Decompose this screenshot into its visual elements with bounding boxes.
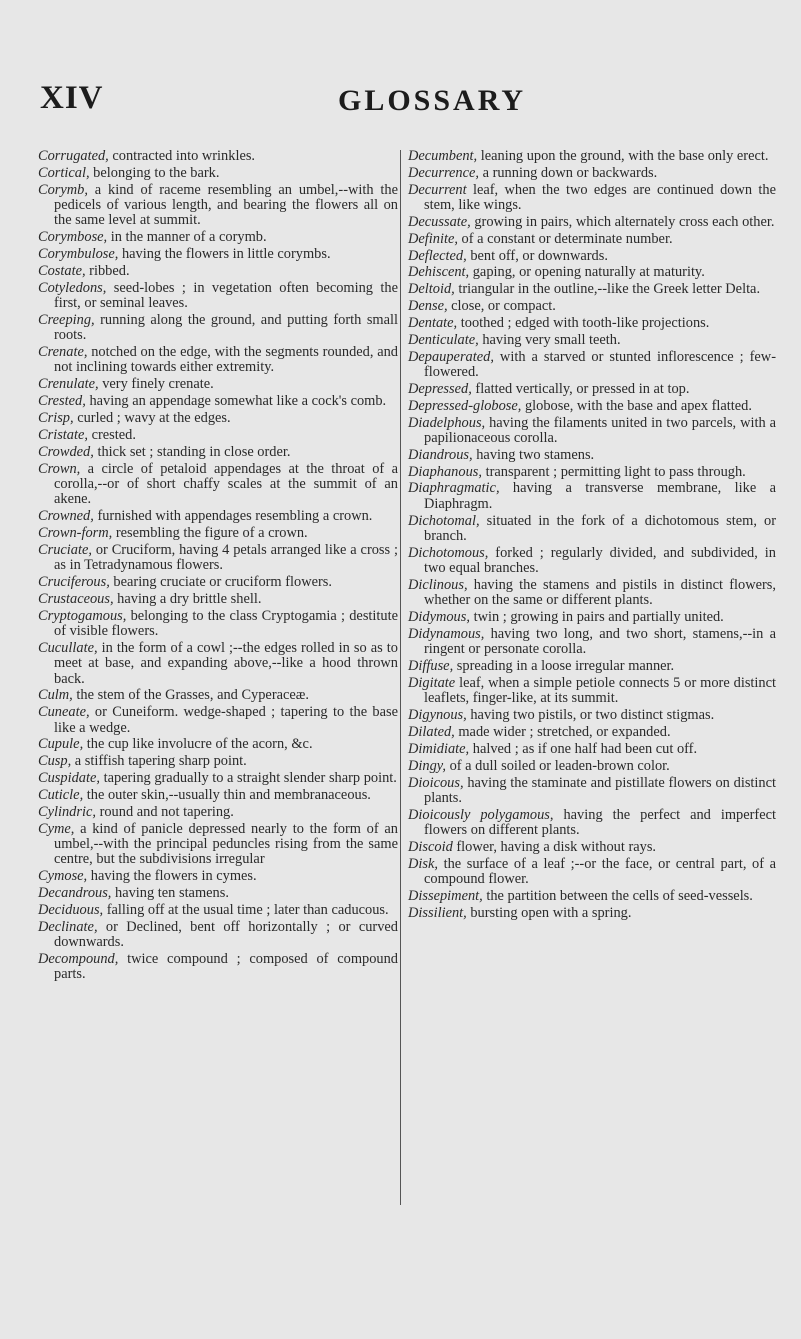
page-header (0, 0, 801, 130)
glossary-entry (408, 627, 776, 658)
glossary-term: Deltoid, (408, 281, 455, 298)
glossary-entry (38, 149, 398, 164)
glossary-term: Creeping, (38, 311, 95, 328)
glossary-entry (408, 232, 776, 247)
glossary-entry (38, 345, 398, 376)
glossary-term: Depressed, (408, 380, 472, 397)
glossary-term: Dioicously polygamous, (408, 806, 554, 823)
glossary-definition: having the flowers in cymes. (87, 868, 257, 885)
glossary-term: Didymous, (408, 609, 470, 626)
glossary-term: Diandrous, (408, 446, 473, 463)
glossary-entry (408, 889, 776, 904)
glossary-term: Deciduous, (38, 901, 104, 918)
glossary-term: Crisp, (38, 410, 74, 426)
glossary-term: Dichotomal, (408, 512, 480, 529)
glossary-definition: having the flowers in little corymbs. (118, 246, 331, 263)
glossary-entry (38, 609, 398, 640)
glossary-term: Costate, (38, 262, 86, 279)
glossary-entry (38, 788, 398, 803)
glossary-entry (408, 514, 776, 545)
glossary-entry (408, 316, 776, 331)
glossary-term: Crested, (38, 393, 86, 410)
glossary-definition: with a starved or stunted inflorescence ; few-flowered. (424, 348, 776, 380)
glossary-term: Digynous, (408, 707, 467, 724)
glossary-term: Crown-form, (38, 524, 113, 541)
glossary-entry (38, 886, 398, 901)
glossary-definition: in the manner of a corymb. (107, 229, 267, 246)
glossary-term: Corymbose, (38, 229, 108, 246)
column-divider (400, 150, 401, 1205)
glossary-definition: having a dry brittle shell. (113, 590, 262, 607)
glossary-definition: having two long, and two short, stamens,--in a ringent or personate corolla. (424, 625, 776, 658)
glossary-entry (408, 149, 776, 164)
glossary-term: Discoid (408, 838, 453, 855)
glossary-entry (38, 509, 398, 524)
glossary-definition: close, or compact. (447, 298, 556, 315)
glossary-definition: leaf, when the two edges are continued down the stem, like wings. (424, 181, 776, 214)
glossary-entry (408, 676, 776, 707)
glossary-definition: thick set ; standing in close order. (93, 443, 291, 460)
glossary-definition: gaping, or opening naturally at maturity. (469, 264, 705, 281)
glossary-definition: running along the ground, and putting forth small roots. (54, 311, 398, 344)
glossary-entry (408, 465, 776, 480)
glossary-entry (408, 382, 776, 397)
glossary-definition: spreading in a loose irregular manner. (453, 658, 675, 675)
glossary-definition: very finely crenate. (98, 376, 214, 393)
glossary-definition: growing in pairs, which alternately cross each other. (470, 213, 775, 230)
glossary-term: Cruciferous, (38, 573, 110, 590)
glossary-entry (38, 754, 398, 769)
glossary-definition: globose, with the base and apex flatted. (521, 397, 752, 414)
glossary-definition: or Declined, bent off horizontally ; or curved downwards. (54, 918, 398, 950)
glossary-definition: belonging to the class Cryptogamia ; destitute of visible flowers. (54, 607, 398, 639)
glossary-entry (408, 166, 776, 181)
glossary-term: Didynamous, (408, 625, 485, 642)
glossary-definition: bent off, or downwards. (466, 247, 608, 264)
glossary-entry (408, 906, 776, 921)
glossary-entry (38, 394, 398, 409)
glossary-definition: having a transverse membrane, like a Diaphragm. (424, 480, 776, 512)
glossary-term: Corymbulose, (38, 246, 119, 263)
glossary-term: Digitate (408, 675, 456, 691)
glossary-entry (408, 840, 776, 855)
glossary-entry (408, 399, 776, 414)
glossary-entry (38, 247, 398, 262)
glossary-definition: leaning upon the ground, with the base only erect. (477, 148, 769, 164)
glossary-entry (38, 526, 398, 541)
glossary-definition: tapering gradually to a straight slender sharp point. (99, 770, 397, 787)
glossary-entry (408, 249, 776, 264)
glossary-entry (38, 281, 398, 312)
glossary-definition: a stiffish tapering sharp point. (71, 753, 247, 770)
glossary-entry (408, 808, 776, 839)
glossary-column-right (408, 149, 776, 923)
glossary-term: Cruciate, (38, 541, 92, 558)
glossary-definition: the partition between the cells of seed-vessels. (482, 887, 753, 904)
glossary-entry (408, 610, 776, 625)
glossary-entry (38, 952, 398, 983)
glossary-entry (408, 776, 776, 807)
glossary-entry (38, 575, 398, 590)
glossary-entry (38, 822, 398, 868)
glossary-definition: triangular in the outline,--like the Greek letter Delta. (454, 281, 761, 298)
glossary-term: Decurrence, (408, 164, 479, 181)
glossary-definition: flower, having a disk without rays. (452, 838, 657, 855)
glossary-definition: a running down or backwards. (478, 164, 658, 181)
glossary-entry (38, 920, 398, 951)
glossary-definition: of a dull soiled or leaden-brown color. (445, 757, 670, 774)
glossary-definition: having the filaments united in two parcels, with a papilionaceous corolla. (424, 414, 776, 446)
glossary-term: Cyme, (38, 820, 75, 837)
glossary-entry (38, 869, 398, 884)
glossary-term: Cryptogamous, (38, 607, 127, 624)
glossary-definition: furnished with appendages resembling a crown. (93, 508, 373, 525)
glossary-definition: having the staminate and pistillate flowers on distinct plants. (424, 774, 776, 806)
glossary-term: Diaphanous, (408, 463, 482, 480)
running-head: GLOSSARY (338, 84, 526, 117)
glossary-entry (408, 725, 776, 740)
glossary-term: Cylindric, (38, 803, 96, 820)
glossary-term: Disk, (408, 855, 438, 872)
glossary-definition: bearing cruciate or cruciform flowers. (109, 573, 332, 590)
glossary-term: Cotyledons, (38, 279, 107, 296)
glossary-definition: the surface of a leaf ;--or the face, or central part, of a compound flower. (424, 855, 776, 888)
glossary-term: Cortical, (38, 164, 90, 181)
glossary-entry (408, 183, 776, 214)
glossary-entry (408, 265, 776, 280)
glossary-term: Dingy, (408, 757, 446, 774)
glossary-definition: of a constant or determinate number. (457, 230, 673, 247)
glossary-definition: round and not tapering. (95, 803, 234, 820)
glossary-definition: or Cuneiform. wedge-shaped ; tapering to the base like a wedge. (54, 704, 398, 736)
glossary-definition: having the stamens and pistils in distinct flowers, whether on the same or different plants. (424, 576, 776, 609)
glossary-definition: having ten stamens. (111, 884, 229, 901)
glossary-entry (408, 299, 776, 314)
glossary-definition: toothed ; edged with tooth-like projections. (457, 314, 710, 331)
glossary-term: Dioicous, (408, 774, 464, 791)
glossary-term: Crown, (38, 460, 81, 477)
glossary-definition: leaf, when a simple petiole connects 5 or more distinct leaflets, finger-like, at its summit. (424, 675, 776, 707)
glossary-term: Diffuse, (408, 658, 454, 675)
glossary-definition: seed-lobes ; in vegetation often becoming the first, or seminal leaves. (54, 279, 398, 312)
glossary-definition: twice compound ; composed of compound parts. (54, 950, 398, 983)
glossary-entry (38, 737, 398, 752)
glossary-definition: the cup like involucre of the acorn, &c. (83, 736, 313, 753)
glossary-entry (38, 641, 398, 687)
glossary-term: Diaphragmatic, (408, 480, 500, 497)
glossary-entry (408, 350, 776, 381)
glossary-term: Declinate, (38, 918, 98, 935)
glossary-definition: notched on the edge, with the segments rounded, and not inclining towards either extremity. (54, 344, 398, 376)
glossary-term: Cymose, (38, 868, 88, 885)
glossary-entry (408, 481, 776, 512)
glossary-entry (38, 771, 398, 786)
glossary-entry (38, 183, 398, 229)
glossary-term: Deflected, (408, 247, 467, 264)
glossary-term: Depauperated, (408, 348, 494, 365)
glossary-definition: in the form of a cowl ;--the edges rolled in so as to meet at base, and expanding above,--like a hood thrown back. (54, 639, 398, 687)
glossary-definition: halved ; as if one half had been cut off. (469, 740, 698, 757)
glossary-definition: flatted vertically, or pressed in at top. (471, 380, 690, 397)
glossary-term: Dilated, (408, 724, 455, 741)
glossary-term: Cucullate, (38, 639, 98, 656)
glossary-entry (408, 759, 776, 774)
glossary-entry (408, 282, 776, 297)
glossary-definition: situated in the fork of a dichotomous stem, or branch. (424, 512, 776, 544)
glossary-entry (408, 578, 776, 609)
glossary-entry (408, 659, 776, 674)
glossary-term: Dissilient, (408, 904, 467, 921)
glossary-term: Corrugated, (38, 148, 109, 164)
glossary-entry (38, 428, 398, 443)
glossary-entry (38, 705, 398, 736)
glossary-entry (408, 857, 776, 888)
glossary-term: Definite, (408, 230, 458, 247)
glossary-definition: transparent ; permitting light to pass through. (481, 463, 746, 480)
glossary-definition: having two stamens. (472, 446, 595, 463)
glossary-term: Dentate, (408, 314, 458, 331)
glossary-term: Culm, (38, 687, 73, 704)
glossary-definition: the stem of the Grasses, and Cyperaceæ. (72, 687, 309, 704)
glossary-definition: forked ; regularly divided, and subdivided, in two equal branches. (424, 544, 776, 577)
glossary-term: Crenulate, (38, 376, 99, 393)
glossary-entry (408, 215, 776, 230)
glossary-definition: ribbed. (85, 262, 130, 279)
glossary-term: Decussate, (408, 213, 471, 230)
glossary-term: Dense, (408, 298, 448, 315)
glossary-term: Dissepiment, (408, 887, 483, 904)
glossary-entry (38, 543, 398, 574)
glossary-term: Diadelphous, (408, 414, 486, 431)
glossary-entry (38, 445, 398, 460)
glossary-term: Decurrent (408, 181, 467, 198)
glossary-term: Crowned, (38, 508, 94, 525)
glossary-entry (38, 377, 398, 392)
glossary-term: Decompound, (38, 950, 119, 967)
glossary-entry (38, 313, 398, 344)
glossary-term: Corymb, (38, 181, 88, 198)
glossary-definition: having very small teeth. (478, 331, 621, 348)
glossary-term: Denticulate, (408, 331, 479, 348)
glossary-entry (38, 462, 398, 508)
glossary-entry (38, 166, 398, 181)
glossary-definition: curled ; wavy at the edges. (73, 410, 231, 426)
glossary-entry (38, 805, 398, 820)
glossary-definition: made wider ; stretched, or expanded. (454, 724, 671, 741)
glossary-entry (38, 264, 398, 279)
page-number: XIV (40, 80, 104, 116)
glossary-term: Cristate, (38, 426, 88, 443)
glossary-term: Depressed-globose, (408, 397, 522, 414)
glossary-entry (38, 903, 398, 918)
glossary-entry (408, 333, 776, 348)
glossary-term: Decumbent, (408, 148, 478, 164)
glossary-definition: contracted into wrinkles. (108, 148, 256, 164)
glossary-definition: having an appendage somewhat like a cock's comb. (85, 393, 387, 410)
glossary-term: Cusp, (38, 753, 72, 770)
glossary-definition: falling off at the usual time ; later than caducous. (103, 901, 389, 918)
glossary-term: Cuneate, (38, 704, 90, 721)
glossary-definition: having two pistils, or two distinct stigmas. (466, 707, 715, 724)
glossary-entry (408, 448, 776, 463)
glossary-entry (38, 688, 398, 703)
glossary-term: Cupule, (38, 736, 84, 753)
glossary-term: Cuspidate, (38, 770, 100, 787)
glossary-column-left (38, 149, 398, 984)
glossary-term: Diclinous, (408, 576, 468, 593)
glossary-entry (38, 411, 398, 426)
glossary-entry (38, 592, 398, 607)
glossary-definition: twin ; growing in pairs and partially united. (469, 609, 724, 626)
glossary-entry (408, 742, 776, 757)
glossary-entry (408, 708, 776, 723)
glossary-term: Dehiscent, (408, 264, 470, 281)
glossary-definition: resembling the figure of a crown. (112, 524, 308, 541)
glossary-definition: a kind of panicle depressed nearly to the form of an umbel,--with the principal peduncles rising from the same centre, but the subdivisions irregular (54, 820, 398, 868)
glossary-definition: a circle of petaloid appendages at the throat of a corolla,--or of short chaffy scales at the summit of an akene. (54, 460, 398, 508)
glossary-term: Crowded, (38, 443, 94, 460)
glossary-term: Crustaceous, (38, 590, 114, 607)
glossary-definition: or Cruciform, having 4 petals arranged like a cross ; as in Tetradynamous flowers. (54, 541, 398, 574)
glossary-term: Dimidiate, (408, 740, 470, 757)
glossary-term: Decandrous, (38, 884, 112, 901)
glossary-term: Dichotomous, (408, 544, 489, 561)
glossary-definition: having the perfect and imperfect flowers on different plants. (424, 806, 776, 839)
glossary-entry (38, 230, 398, 245)
glossary-entry (408, 546, 776, 577)
glossary-definition: belonging to the bark. (89, 164, 220, 181)
glossary-term: Cuticle, (38, 786, 84, 803)
glossary-definition: a kind of raceme resembling an umbel,--with the pedicels of various length, and bearing the flowers all on the same level at summit. (54, 181, 398, 229)
glossary-entry (408, 416, 776, 447)
glossary-definition: crested. (87, 426, 136, 443)
glossary-definition: bursting open with a spring. (466, 904, 632, 921)
glossary-term: Crenate, (38, 344, 88, 361)
glossary-definition: the outer skin,--usually thin and membranaceous. (83, 786, 371, 803)
